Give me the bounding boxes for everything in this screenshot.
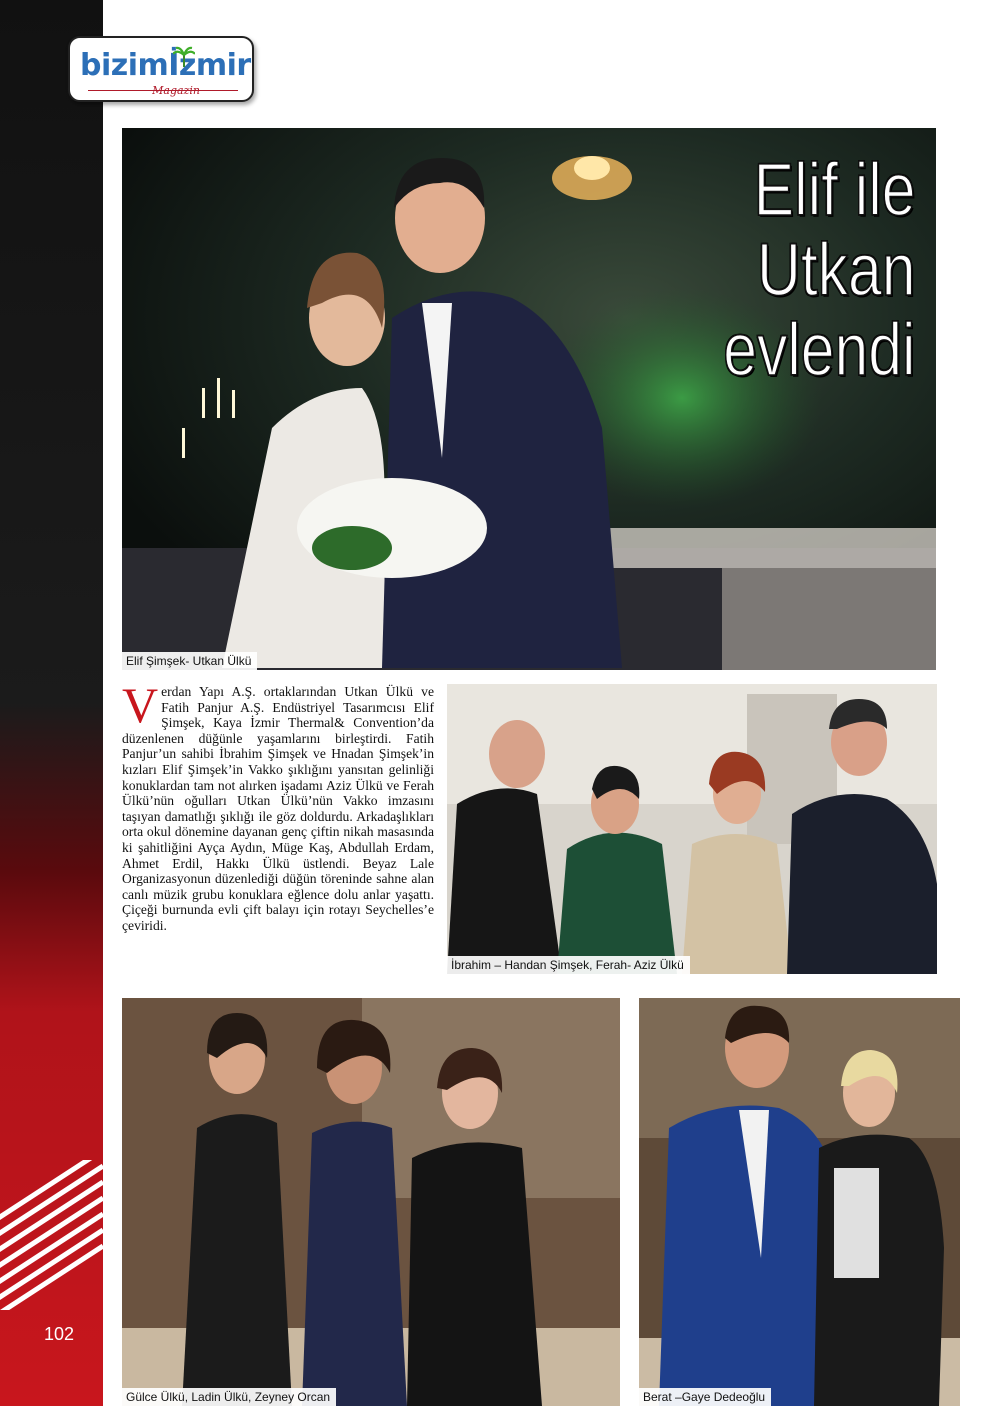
page-number: 102 [44, 1324, 75, 1344]
photo4-caption: Berat –Gaye Dedeoğlu [639, 1388, 771, 1406]
article-text: erdan Yapı A.Ş. ortaklarından Utkan Ülkü ve Fatih Panjur A.Ş. Endüstriyel Tasarımcısı Elif Şimşek, Kaya İzmir Thermal& Convention’da düzenlenen düğünle yaşamlarını birleştirdi. Fatih Panjur’un sahibi İbrahim Şimşek ve Hnadan Şimşek’in kızları Elif Şimşek’in Vakko şıklığını yansıtan gelinliği konuklardan tam not alırken işadamı Aziz Ülkü ve Ferah Ülkü’nün oğulları Utkan Ülkü’nün Vakko imzasını taşıyan damatlığı şıklığı ile göz doldurdu. Arkadaşlıkları orta okul dönemine dayanan genç çiftin nikah masasında ki şahitliğini Ayça Aydın, Müge Kaş, Abdullah Erdam, Ahmet Erdil, Hakkı Ülkü üstlendi. Beyaz Lale Organizasyonun düzenlediği düğün töreninde sahne alan canlı müzik grubu konuklara eğlence dolu anlar yaşattı. Çiçeği burnunda evli çift balayı için rotayı Seychelles’e çeviridi. [122, 684, 434, 933]
article-body [122, 677, 434, 934]
side-stripes [0, 1160, 103, 1310]
article-dropcap: V [122, 677, 159, 733]
photo2-caption: İbrahim – Handan Şimşek, Ferah- Aziz Ülkü [447, 956, 690, 974]
headline-line1: Elif ile [754, 148, 916, 231]
photo3-caption: Gülce Ülkü, Ladin Ülkü, Zeyney Orcan [122, 1388, 336, 1406]
hero-caption: Elif Şimşek- Utkan Ülkü [122, 652, 257, 670]
photo-couple [639, 998, 960, 1406]
magazine-logo[interactable] [68, 36, 254, 102]
photo-parents [447, 684, 937, 974]
photo-friends [122, 998, 620, 1406]
palm-tree-icon [173, 46, 195, 73]
headline [724, 150, 916, 390]
logo-subtitle: Magazin [152, 84, 200, 97]
hero-photo [122, 128, 936, 670]
logo-text: bizimİzmir [80, 48, 251, 83]
headline-line2: Utkan [757, 228, 916, 311]
headline-line3: evlendi [723, 308, 916, 391]
